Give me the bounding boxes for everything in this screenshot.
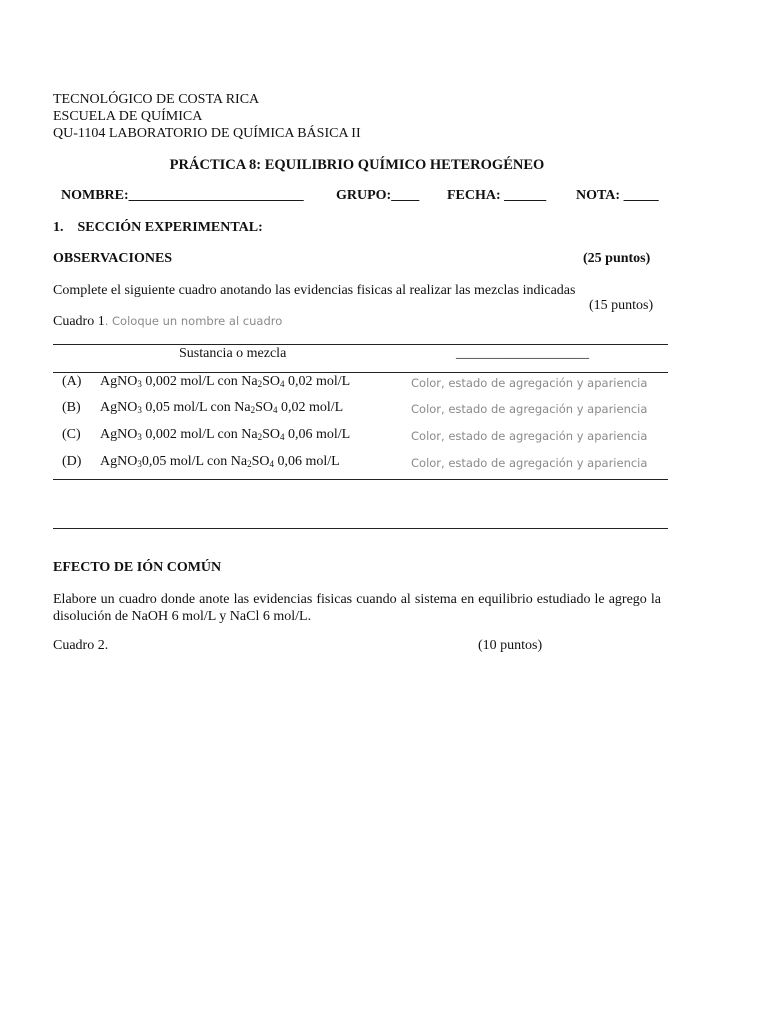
section1-instruction-points: (15 puntos) <box>589 298 654 313</box>
header-institution: TECNOLÓGICO DE COSTA RICA <box>53 92 260 107</box>
page-title: PRÁCTICA 8: EQUILIBRIO QUÍMICO HETEROGÉNEO <box>169 157 545 173</box>
table1-caption <box>53 314 282 330</box>
section1-heading: 1. SECCIÓN EXPERIMENTAL: <box>53 220 263 235</box>
table1-caption-sep: . <box>104 314 113 328</box>
header-course: QU-1104 LABORATORIO DE QUÍMICA BÁSICA II <box>53 126 361 141</box>
header-school: ESCUELA DE QUÍMICA <box>53 109 203 124</box>
section1-instruction: Complete el siguiente cuadro anotando las evidencias fisicas al realizar las mezclas indicadas <box>53 283 576 298</box>
table1-row-b <box>53 400 668 426</box>
observaciones-points: (25 puntos) <box>583 251 651 266</box>
field-grupo: GRUPO:____ <box>336 188 420 203</box>
table1-caption-label: Cuadro 1 <box>53 314 105 329</box>
table1-header-col1: Sustancia o mezcla <box>179 346 287 361</box>
row-label: (B) <box>62 400 81 415</box>
section2-heading: EFECTO DE IÓN COMÚN <box>53 560 222 575</box>
section2-instruction: Elabore un cuadro donde anote las evidencias fisicas cuando al sistema en equilibrio estudiado le agrego la disolución de NaOH 6 mol/L y NaCl 6 mol/L. <box>53 592 661 624</box>
row-label: (D) <box>62 454 82 469</box>
table1-header-col2[interactable]: ___________________ <box>456 346 589 361</box>
table1-caption-hint[interactable]: Coloque un nombre al cuadro <box>112 314 283 328</box>
row-label: (C) <box>62 427 81 442</box>
field-nombre: NOMBRE:_________________________ <box>61 188 304 203</box>
table2-points: (10 puntos) <box>478 638 543 653</box>
row-substance: AgNO$_3$0,05 mol/L con $Na_2SO_4$ 0,06 mol/L <box>100 454 340 469</box>
table2-caption: Cuadro 2. <box>53 638 109 653</box>
observaciones-heading: OBSERVACIONES <box>53 251 173 266</box>
field-nota: NOTA: _____ <box>576 188 659 203</box>
row-observation-placeholder[interactable]: Color, estado de agregación y apariencia <box>411 402 648 416</box>
row-observation-placeholder[interactable]: Color, estado de agregación y apariencia <box>411 429 648 443</box>
row-substance: AgNO$_3$ 0,002 mol/L con $Na_2SO_4$ 0,02 mol/L <box>100 374 351 389</box>
table1-row-d <box>53 454 668 480</box>
row-substance: AgNO$_3$ 0,05 mol/L con $Na_2SO_4$ 0,02 mol/L <box>100 400 344 415</box>
row-label: (A) <box>62 374 82 389</box>
row-observation-placeholder[interactable]: Color, estado de agregación y apariencia <box>411 456 648 470</box>
row-observation-placeholder[interactable]: Color, estado de agregación y apariencia <box>411 376 648 390</box>
table1-row-c <box>53 427 668 453</box>
table1-row-a <box>53 374 668 400</box>
row-substance: AgNO$_3$ 0,002 mol/L con $Na_2SO_4$ 0,06 mol/L <box>100 427 351 442</box>
table1-bottom-rule <box>53 479 668 480</box>
table1-header-rule <box>53 372 668 373</box>
table1-top-rule <box>53 344 668 345</box>
field-fecha: FECHA: ______ <box>447 188 547 203</box>
separator-rule <box>53 528 668 529</box>
